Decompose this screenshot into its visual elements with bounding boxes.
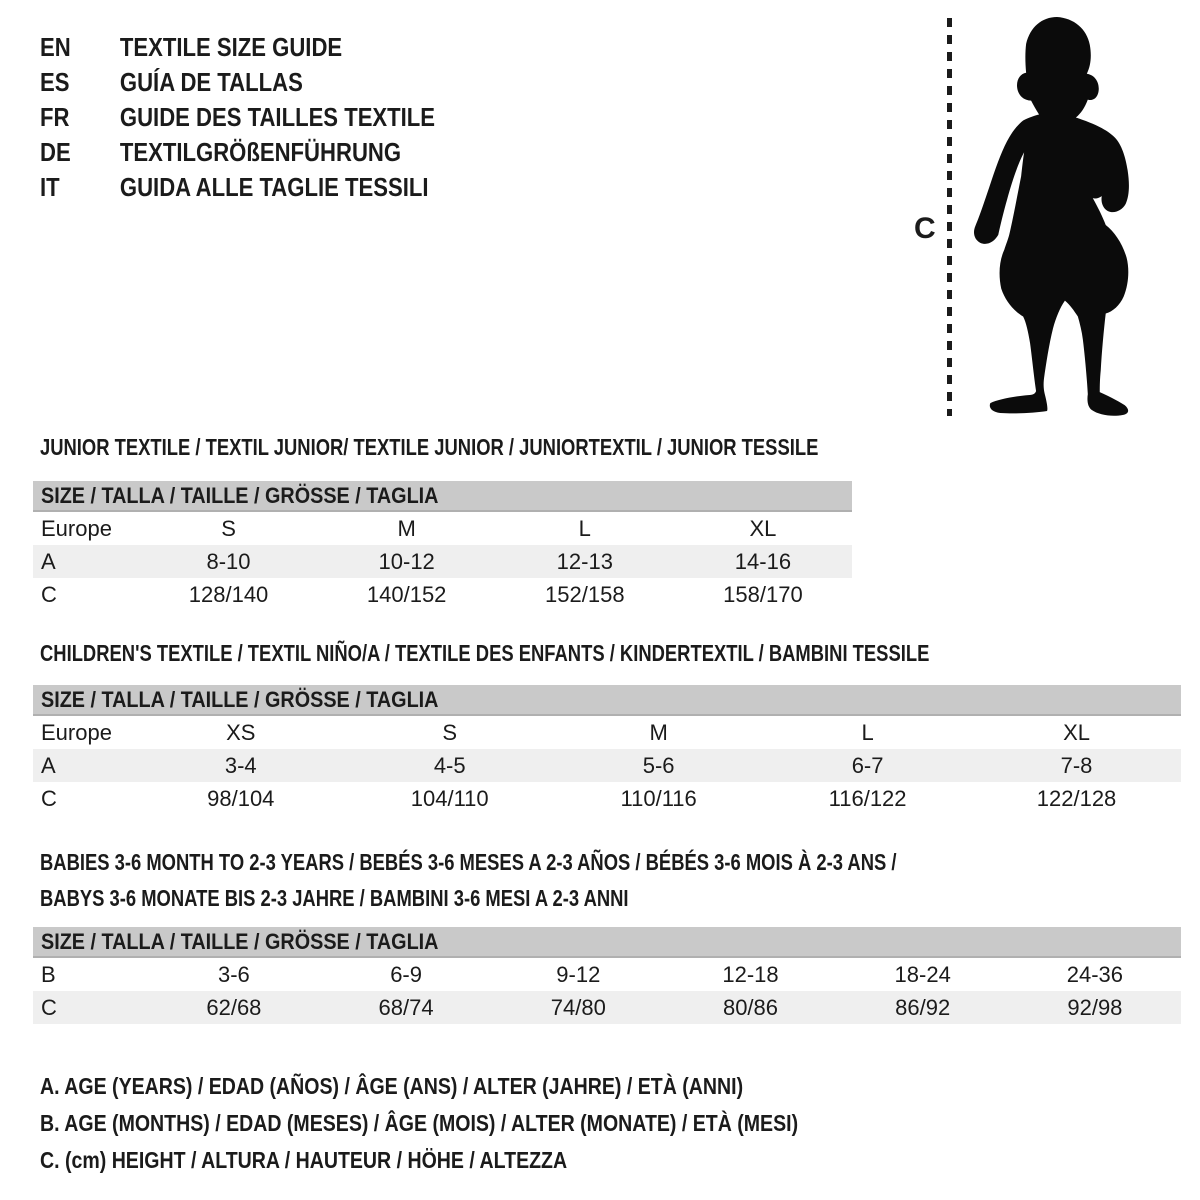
lang-row-it — [40, 170, 435, 205]
measure-legend — [40, 1068, 932, 1179]
junior-section-title: JUNIOR TEXTILE / TEXTIL JUNIOR/ TEXTILE JUNIOR / JUNIORTEXTIL / JUNIOR TESSILE — [40, 434, 819, 460]
legend-a: A. AGE (YEARS) / EDAD (AÑOS) / ÂGE (ANS) / ALTER (JAHRE) / ETÀ (ANNI) — [40, 1073, 744, 1099]
guide-title-it: GUIDA ALLE TAGLIE TESSILI — [119, 172, 429, 202]
legend-c: C. (cm) HEIGHT / ALTURA / HAUTEUR / HÖHE / ALTEZZA — [40, 1147, 568, 1173]
babies-section-title-line2: BABYS 3-6 MONATE BIS 2-3 JAHRE / BAMBINI 3-6 MESI A 2-3 ANNI — [40, 885, 629, 911]
cell: 10-12 — [378, 548, 435, 574]
cell: 128/140 — [188, 581, 269, 607]
cell: M — [649, 719, 668, 745]
size-header-label: SIZE / TALLA / TAILLE / GRÖSSE / TAGLIA — [41, 928, 439, 954]
guide-title-de: TEXTILGRÖßENFÜHRUNG — [119, 137, 402, 167]
measure-c-label: C — [914, 212, 936, 245]
lang-row-de — [40, 135, 435, 170]
cell: S — [442, 719, 458, 745]
cell: 4-5 — [433, 752, 466, 778]
table-row-months — [33, 958, 1181, 991]
table-row-height — [33, 578, 852, 611]
children-section-title: CHILDREN'S TEXTILE / TEXTIL NIÑO/A / TEXTILE DES ENFANTS / KINDERTEXTIL / BAMBINI TESSILE — [40, 640, 930, 666]
row-label: Europe — [41, 515, 112, 541]
legend-b: B. AGE (MONTHS) / EDAD (MESES) / ÂGE (MOIS) / ALTER (MONATE) / ETÀ (MESI) — [40, 1110, 799, 1136]
cell: 140/152 — [366, 581, 447, 607]
row-label: C — [41, 581, 57, 607]
lang-row-en — [40, 30, 435, 65]
cell: 6-7 — [851, 752, 884, 778]
table-row-height — [33, 991, 1181, 1024]
cell: 74/80 — [550, 994, 606, 1020]
row-label: A — [41, 548, 56, 574]
row-label: B — [41, 961, 56, 987]
cell: 116/122 — [828, 785, 907, 811]
lang-code: IT — [40, 172, 60, 202]
cell: 80/86 — [722, 994, 779, 1020]
cell: 68/74 — [378, 994, 434, 1020]
lang-code: EN — [40, 32, 71, 62]
guide-title-es: GUÍA DE TALLAS — [119, 67, 303, 97]
table-row-europe — [33, 512, 852, 545]
cell: 110/116 — [620, 785, 697, 811]
cell: 7-8 — [1060, 752, 1093, 778]
babies-section-title-line1: BABIES 3-6 MONTH TO 2-3 YEARS / BEBÉS 3-6 MESES A 2-3 AÑOS / BÉBÉS 3-6 MOIS À 2-3 ANS / — [40, 849, 897, 875]
cell: 14-16 — [734, 548, 792, 574]
cell: 12-13 — [556, 548, 613, 574]
height-measure-figure — [890, 10, 1160, 422]
table-header-row — [33, 927, 1181, 958]
table-row-height — [33, 782, 1181, 815]
cell: 9-12 — [556, 961, 601, 987]
guide-title-fr: GUIDE DES TAILLES TEXTILE — [119, 102, 436, 132]
table-row-europe — [33, 716, 1181, 749]
table-header-row — [33, 481, 852, 512]
row-label: C — [41, 994, 57, 1020]
table-row-age — [33, 749, 1181, 782]
row-label: A — [41, 752, 56, 778]
cell: 92/98 — [1067, 994, 1123, 1020]
cell: 104/110 — [410, 785, 489, 811]
cell: 6-9 — [390, 961, 422, 987]
cell: 122/128 — [1036, 785, 1117, 811]
size-header-label: SIZE / TALLA / TAILLE / GRÖSSE / TAGLIA — [41, 686, 439, 712]
cell: 86/92 — [895, 994, 951, 1020]
cell: 18-24 — [894, 961, 951, 987]
cell: XL — [749, 515, 777, 541]
guide-title-en: TEXTILE SIZE GUIDE — [119, 32, 343, 62]
cell: 24-36 — [1066, 961, 1124, 987]
table-header-row — [33, 685, 1181, 716]
cell: L — [578, 515, 591, 541]
lang-row-fr — [40, 100, 435, 135]
cell: S — [221, 515, 236, 541]
lang-code: FR — [40, 102, 70, 132]
toddler-silhouette-icon — [960, 12, 1140, 418]
cell: 98/104 — [207, 785, 275, 811]
cell: 8-10 — [206, 548, 251, 574]
cell: 152/158 — [545, 581, 625, 607]
cell: 3-4 — [224, 752, 257, 778]
lang-code: DE — [40, 137, 71, 167]
children-size-table — [33, 685, 1181, 815]
lang-code: ES — [40, 67, 70, 97]
row-label: Europe — [41, 719, 112, 745]
junior-size-table — [33, 481, 852, 611]
height-dashed-line-icon — [947, 18, 952, 416]
table-row-age — [33, 545, 852, 578]
cell: 62/68 — [206, 994, 262, 1020]
babies-size-table — [33, 927, 1181, 1024]
cell: 3-6 — [217, 961, 250, 987]
language-title-list — [40, 30, 505, 205]
row-label: C — [41, 785, 57, 811]
cell: 5-6 — [642, 752, 675, 778]
cell: L — [861, 719, 874, 745]
cell: XL — [1063, 719, 1090, 745]
cell: M — [397, 515, 416, 541]
cell: 12-18 — [722, 961, 779, 987]
cell: 158/170 — [723, 581, 803, 607]
size-header-label: SIZE / TALLA / TAILLE / GRÖSSE / TAGLIA — [41, 482, 439, 508]
cell: XS — [226, 719, 256, 745]
lang-row-es — [40, 65, 435, 100]
